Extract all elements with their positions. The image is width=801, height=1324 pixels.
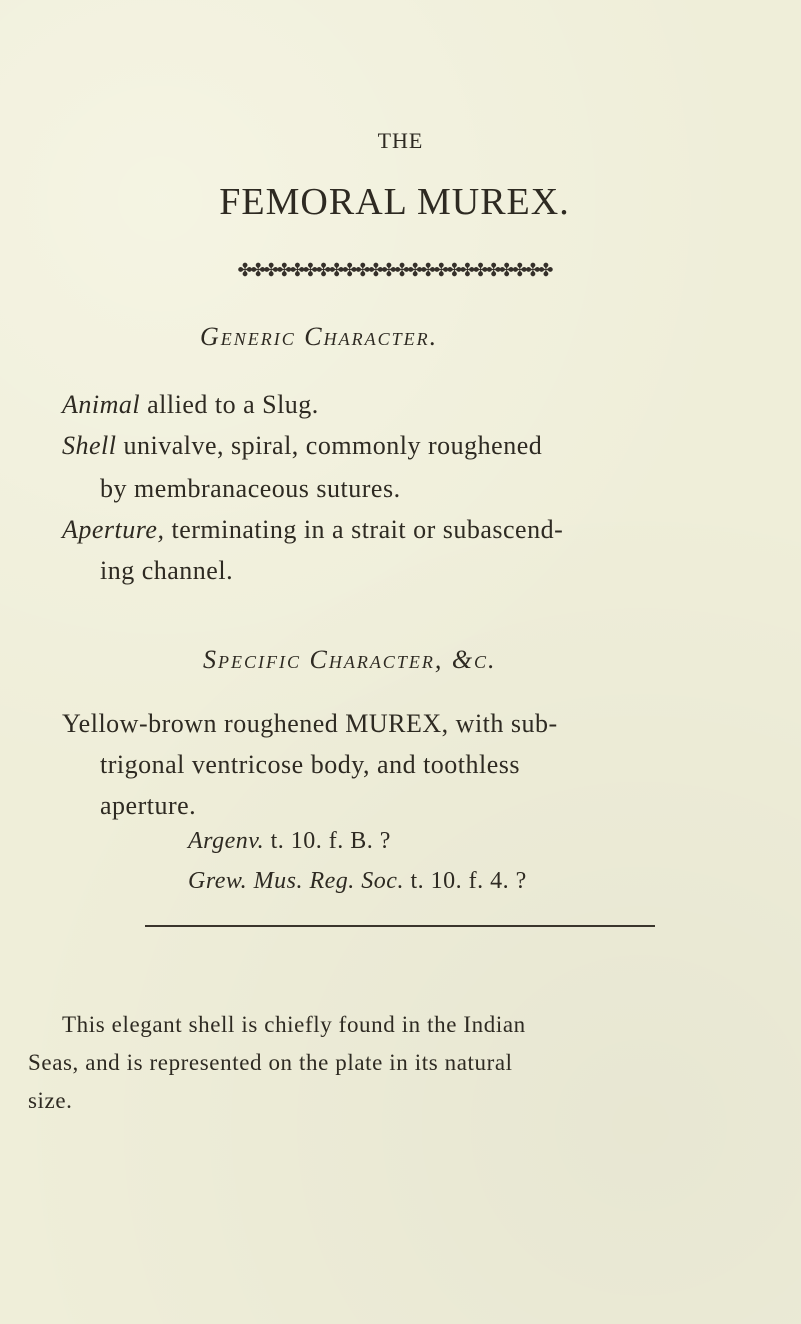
specific-line-1: Yellow-brown roughened MUREX, with sub- (62, 709, 558, 738)
generic-character-heading: Generic Character. (200, 322, 439, 351)
note-line-3: size. (28, 1088, 73, 1113)
animal-term: Animal (62, 390, 141, 419)
reference-detail: t. 10. f. 4. ? (403, 868, 527, 894)
shell-line-2: by membranaceous sutures. (100, 474, 401, 503)
horizontal-rule (145, 925, 655, 927)
aperture-line-1 (62, 515, 563, 545)
shell-term: Shell (62, 431, 117, 460)
note-line-2: Seas, and is represented on the plate in its natural (28, 1050, 513, 1075)
specific-character-heading: Specific Character, &c. (203, 645, 497, 674)
shell-line-1 (62, 431, 542, 461)
aperture-text-1: terminating in a strait or subascend- (164, 515, 564, 544)
specific-line-3: aperture. (100, 791, 197, 820)
reference-argenv (188, 828, 391, 855)
page-title: FEMORAL MUREX. (219, 181, 570, 223)
shell-text-1: univalve, spiral, commonly roughened (116, 431, 543, 460)
ornament-divider: ✤✤✤✤✤✤✤✤✤✤✤✤✤✤✤✤✤✤✤✤✤✤✤✤ (237, 260, 552, 280)
reference-title: Grew. Mus. Reg. Soc. (188, 868, 404, 894)
header-the: THE (377, 128, 424, 153)
aperture-line-2: ing channel. (100, 556, 234, 585)
aperture-term: Aperture, (62, 515, 165, 544)
animal-text: allied to a Slug. (140, 390, 319, 419)
specific-line-2: trigonal ventricose body, and toothless (100, 750, 521, 779)
reference-title: Argenv. (188, 828, 265, 854)
reference-detail: t. 10. f. B. ? (264, 828, 391, 854)
note-line-1: This elegant shell is chiefly found in the Indian (62, 1012, 526, 1037)
animal-line (62, 390, 319, 420)
reference-grew (188, 868, 527, 895)
